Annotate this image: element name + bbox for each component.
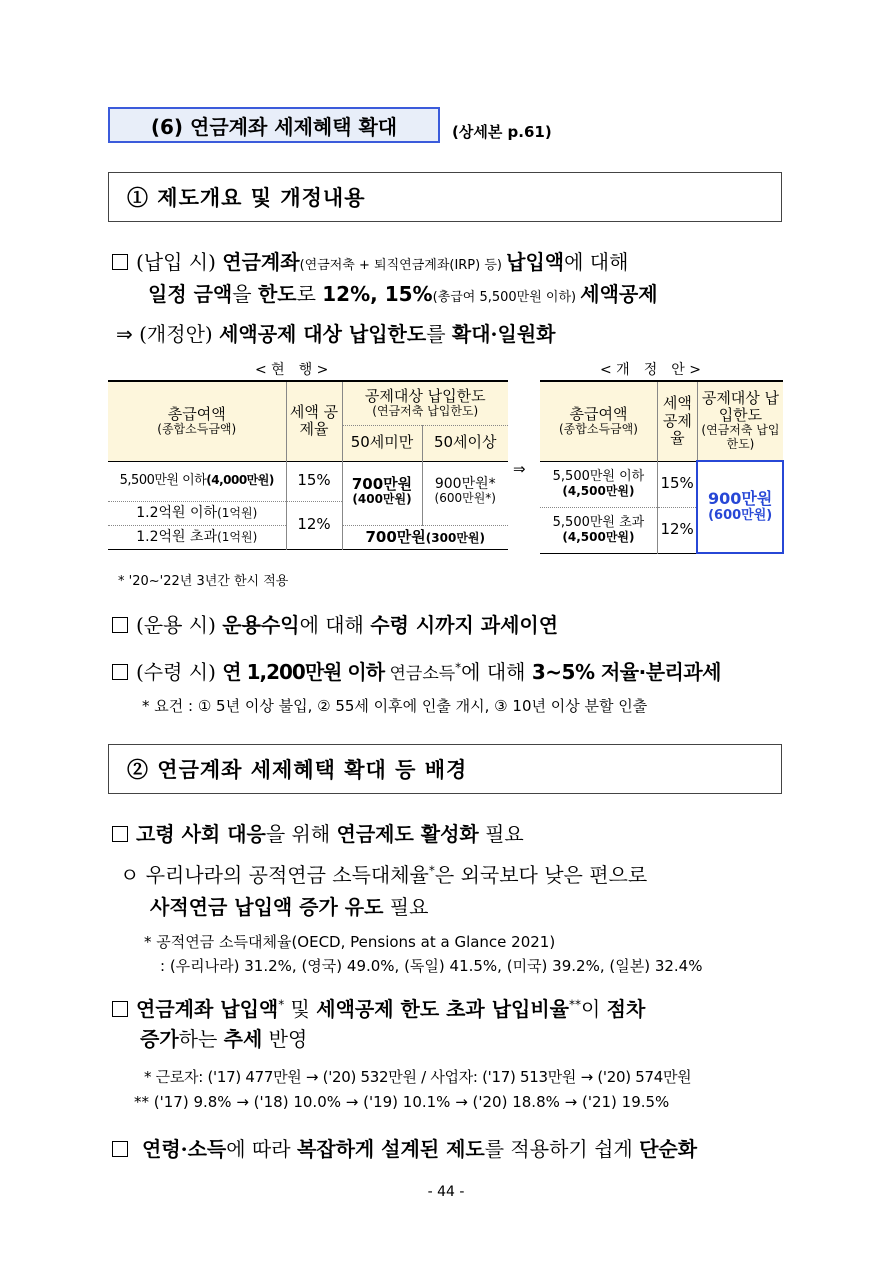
new-header-total: 총급여액 (종합소득금액) bbox=[540, 381, 657, 461]
new-row1-rate: 15% bbox=[657, 461, 697, 507]
new-header-limit: 공제대상 납입한도 (연금저축 납입한도) bbox=[697, 381, 783, 461]
section-title: (6) 연금계좌 세제혜택 확대 bbox=[108, 107, 440, 143]
part1-bullet4-note: * 요건 : ① 5년 이상 불입, ② 55세 이후에 인출 개시, ③ 10년 이상 분할 인출 bbox=[142, 697, 648, 715]
cur-row1-income: 5,500만원 이하(4,000만원) bbox=[108, 461, 286, 501]
cur-header-rate: 세액 공제율 bbox=[286, 381, 342, 461]
cur-row23-rate: 12% bbox=[286, 501, 342, 549]
table-footnote: * '20~'22년 3년간 한시 적용 bbox=[118, 574, 289, 589]
part2-heading: ② 연금계좌 세제혜택 확대 등 배경 bbox=[108, 744, 782, 794]
cur-row3-income: 1.2억원 초과(1억원) bbox=[108, 525, 286, 549]
cur-header-over50: 50세이상 bbox=[422, 425, 508, 461]
proposed-table bbox=[540, 380, 784, 554]
part1-bullet1-line2: 일정 금액을 한도로 12%, 15%(총급여 5,500만원 이하) 세액공제 bbox=[148, 282, 658, 306]
square-bullet-icon bbox=[112, 1141, 128, 1157]
cur-row12-under50: 700만원 (400만원) bbox=[342, 461, 422, 525]
table-arrow-icon: ⇒ bbox=[513, 460, 526, 478]
part1-arrow-line: ⇒ (개정안) 세액공제 대상 납입한도를 확대·일원화 bbox=[116, 322, 556, 346]
part2-bullet3: 연령·소득에 따라 복잡하게 설계된 제도를 적용하기 쉽게 단순화 bbox=[112, 1133, 697, 1162]
cur-row2-income: 1.2억원 이하(1억원) bbox=[108, 501, 286, 525]
part1-heading: ① 제도개요 및 개정내용 bbox=[108, 172, 782, 222]
part1-bullet4: (수령 시) 연 1,200만원 이하 연금소득*에 대해 3~5% 저율·분리과세 bbox=[112, 656, 721, 685]
proposed-label: < 개 정 안 > bbox=[600, 362, 701, 378]
part2-bullet2-note2: ** ('17) 9.8% → ('18) 10.0% → ('19) 10.1% → ('20) 18.8% → ('21) 19.5% bbox=[134, 1093, 670, 1111]
new-row2-rate: 12% bbox=[657, 507, 697, 553]
cur-row1-rate: 15% bbox=[286, 461, 342, 501]
part2-o-note1: * 공적연금 소득대체율(OECD, Pensions at a Glance 2021) bbox=[144, 933, 556, 951]
part2-bullet2-note1: * 근로자: ('17) 477만원 → ('20) 532만원 / 사업자: ('17) 513만원 → ('20) 574만원 bbox=[144, 1068, 692, 1086]
part2-o-item-line2: 사적연금 납입액 증가 유도 필요 bbox=[150, 895, 429, 919]
part2-o-note2: : (우리나라) 31.2%, (영국) 49.0%, (독일) 41.5%, (미국) 39.2%, (일본) 32.4% bbox=[160, 957, 703, 975]
current-label: < 현 행 > bbox=[255, 362, 329, 378]
cur-header-limit: 공제대상 납입한도 (연금저축 납입한도) bbox=[342, 381, 508, 425]
cur-row3-limit: 700만원(300만원) bbox=[365, 527, 485, 546]
part2-o-item-line1: ㅇ 우리나라의 공적연금 소득대체율*은 외국보다 낮은 편으로 bbox=[120, 863, 648, 887]
new-row2-income: 5,500만원 초과 (4,500만원) bbox=[540, 507, 657, 553]
part2-bullet2-line2: 증가하는 추세 반영 bbox=[140, 1027, 308, 1051]
implies-arrow-icon: ⇒ bbox=[116, 322, 140, 346]
square-bullet-icon bbox=[112, 664, 128, 680]
square-bullet-icon bbox=[112, 617, 128, 633]
square-bullet-icon bbox=[112, 254, 128, 270]
cur-header-total: 총급여액 (종합소득금액) bbox=[108, 381, 286, 461]
part1-bullet3: (운용 시) 운용수익에 대해 수령 시까지 과세이연 bbox=[112, 609, 558, 638]
cur-row12-over50: 900만원* (600만원*) bbox=[434, 475, 496, 505]
cur-header-under50: 50세미만 bbox=[342, 425, 422, 461]
new-limit-cell: 900만원 (600만원) bbox=[697, 461, 783, 553]
square-bullet-icon bbox=[112, 826, 128, 842]
square-bullet-icon bbox=[112, 1001, 128, 1017]
section-ref: (상세본 p.61) bbox=[452, 123, 552, 141]
current-table bbox=[108, 380, 508, 550]
new-header-rate: 세액 공제 율 bbox=[657, 381, 697, 461]
part1-bullet1-line1: (납입 시) 연금계좌(연금저축 + 퇴직연금계좌(IRP) 등) 납입액에 대해 bbox=[112, 246, 628, 275]
part2-bullet2-line1: 연금계좌 납입액* 및 세액공제 한도 초과 납입비율**이 점차 bbox=[112, 993, 645, 1022]
part2-bullet1: 고령 사회 대응을 위해 연금제도 활성화 필요 bbox=[112, 818, 524, 847]
new-row1-income: 5,500만원 이하 (4,500만원) bbox=[540, 461, 657, 507]
page-number: - 44 - bbox=[427, 1184, 465, 1200]
